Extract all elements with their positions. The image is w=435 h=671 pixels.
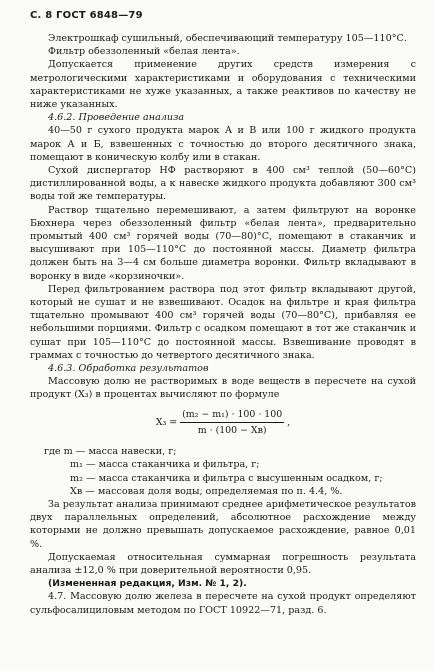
amendment-note: (Измененная редакция, Изм. № 1, 2).	[48, 578, 247, 590]
section-heading-analysis: 4.6.2. Проведение анализа	[48, 112, 185, 124]
paragraph-dispersant: Сухой диспергатор НФ растворяют в 400 см³ теплой (50—60°С) дистиллированной воды, а к навеске жидкого продукта добавляют 300 см³ воды той же температуры.	[30, 165, 416, 203]
paragraph-weighing: Перед фильтрованием раствора под этот фильтр вкладывают другой, который не сушат и не взвешивают. Осадок на фильтре и края фильтра тщательно промывают 400 см³ горячей воды (70—80°С), прибавляя ее небольшими порциями. Фильтр с осадком помещают в тот же стаканчик и сушат при 105—110°С до постоянной массы. Взвешивание проводят в граммах с точностью до четвертого десятичного знака.	[30, 283, 416, 361]
legend-xv: Xв — массовая доля воды, определяемая по п. 4.4, %.	[70, 485, 343, 497]
formula-x3	[30, 408, 416, 437]
legend-m1: m₁ — масса стаканчика и фильтра, г;	[70, 459, 260, 471]
document-body	[30, 32, 416, 617]
formula-tail: ,	[287, 416, 291, 428]
formula-legend	[30, 445, 416, 498]
paragraph-error: Допускаемая относительная суммарная погрешность результата анализа ±12,0 % при доверительной вероятности 0,95.	[30, 551, 416, 576]
paragraph-filtration: Раствор тщательно перемешивают, а затем фильтруют на воронке Бюхнера через обеззоленный фильтр «белая лента», предварительно промытый 400 см³ горячей воды (70—80)°С, помещают в стаканчик и высушивают при 105—110°С до постоянной массы. Диаметр фильтра должен быть на 3—4 см больше диаметра воронки. Фильтр вкладывают в воронку в виде «корзиночки».	[30, 204, 416, 282]
legend-m: где m — масса навески, г;	[44, 446, 177, 458]
formula-denominator: m · (100 − Xв)	[197, 424, 267, 436]
page-header: С. 8 ГОСТ 6848—79	[30, 10, 143, 21]
paragraph-filter: Фильтр обеззоленный «белая лента».	[48, 46, 240, 58]
paragraph-dryer: Электрошкаф сушильный, обеспечивающий температуру 105—110°С.	[48, 33, 407, 44]
formula-numerator: (m₂ − m₁) · 100 · 100	[180, 408, 284, 423]
legend-m2: m₂ — масса стаканчика и фильтра с высушенным осадком, г;	[70, 472, 383, 484]
paragraph-result-criteria: За результат анализа принимают среднее арифметическое результатов двух параллельных определений, абсолютное расхождение между которыми не должно превышать допускаемое расхождение, равное 0,01 %.	[30, 498, 417, 550]
formula-lhs: X₃ =	[155, 416, 178, 428]
paragraph-sample: 40—50 г сухого продукта марок А и В или 100 г жидкого продукта марок А и Б, взвешенных с точностью до второго десятичного знака, помещают в коническую колбу или в стакан.	[30, 125, 416, 163]
paragraph-formula-intro: Массовую долю не растворимых в воде веществ в пересчете на сухой продукт (X₃) в процентах вычисляют по формуле	[30, 376, 416, 401]
section-heading-results: 4.6.3. Обработка результатов	[48, 363, 209, 375]
paragraph-allowed-instruments: Допускается применение других средств измерения с метрологическими характеристиками и оборудования с техническими характеристиками не хуже указанных, а также реактивов по качеству не ниже указанных.	[30, 59, 416, 111]
formula-fraction	[180, 408, 284, 437]
paragraph-iron: 4.7. Массовую долю железа в пересчете на сухой продукт определяют сульфосалициловым методом по ГОСТ 10922—71, разд. 6.	[30, 591, 416, 616]
